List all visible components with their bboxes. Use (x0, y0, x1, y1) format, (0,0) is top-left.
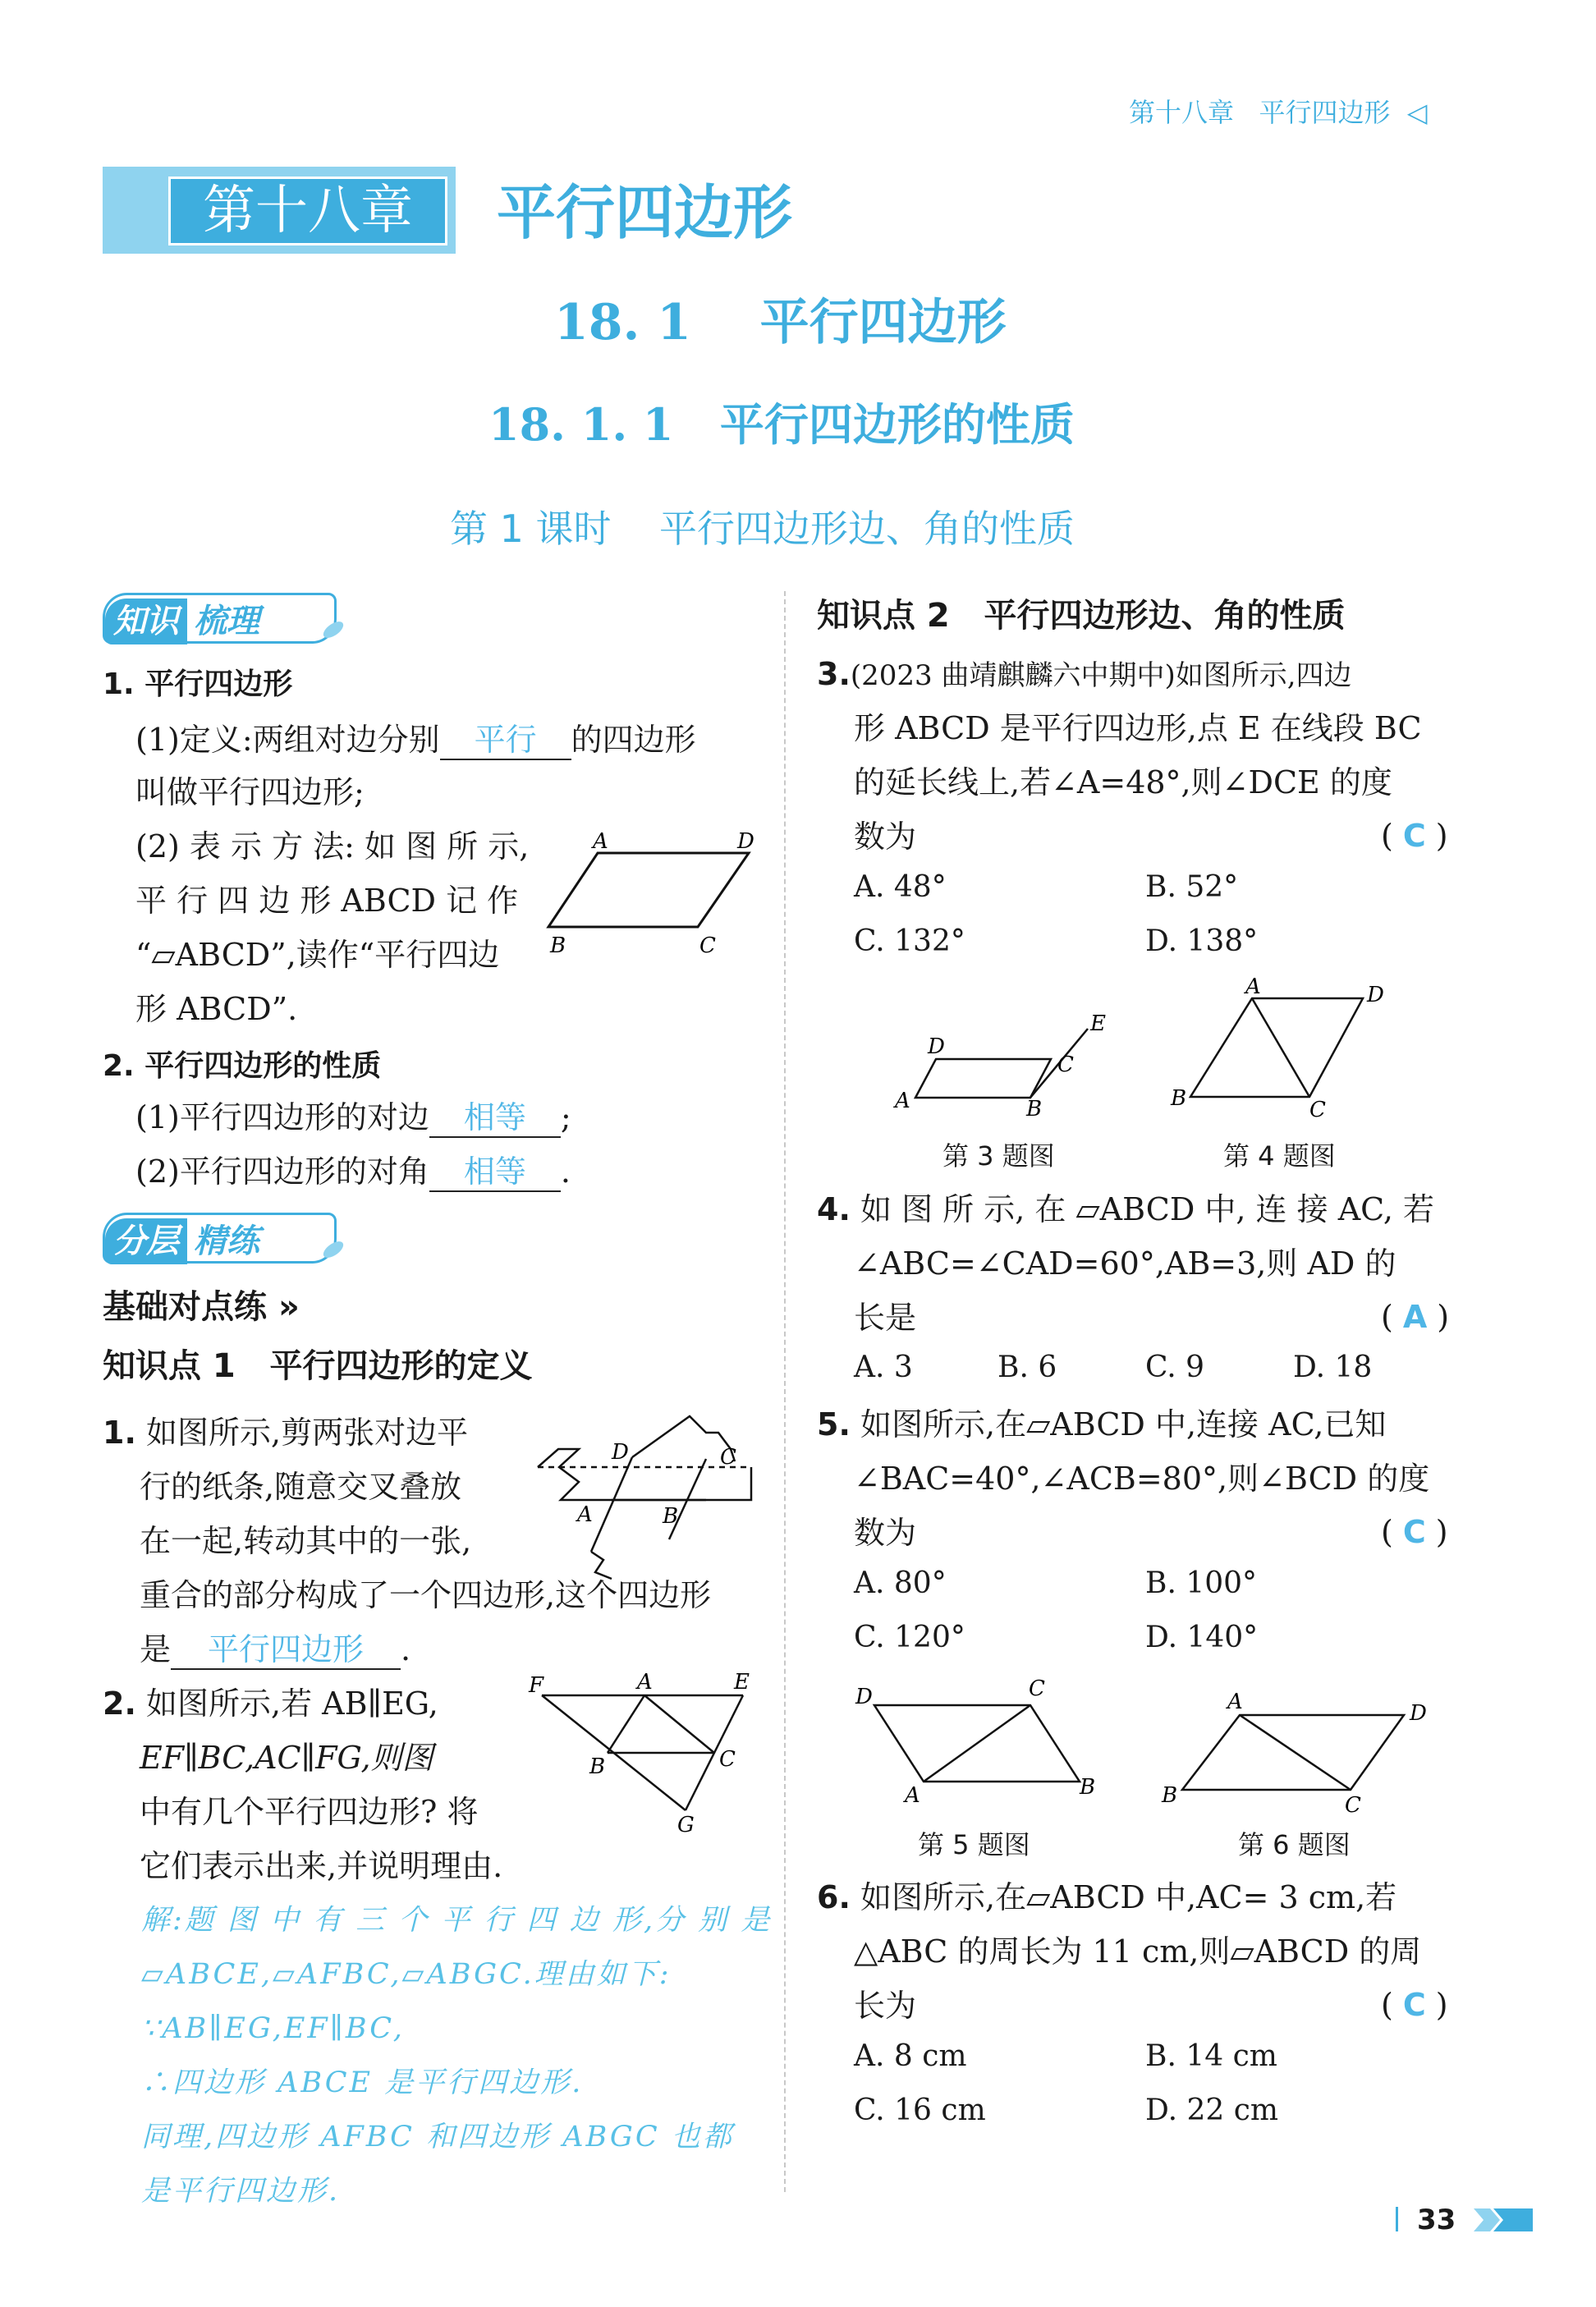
q6-label-a: A (1227, 1690, 1243, 1714)
q3-choice-c[interactable]: C. 132° (854, 924, 965, 958)
q6-parallelogram (1182, 1715, 1404, 1790)
figure-q3 (887, 1006, 1117, 1121)
crossing-strip-left (591, 1457, 632, 1552)
q6-label-d: D (1410, 1701, 1427, 1726)
k2-item1-text: (1)平行四边形的对边 (135, 1099, 429, 1135)
q1-line4: 重合的部分构成了一个四边形,这个四边形 (140, 1577, 712, 1613)
basic-practice-heading (103, 1281, 300, 1328)
q5-line1 (817, 1397, 1386, 1452)
q3-label-a: A (895, 1089, 910, 1113)
q3-parallelogram (915, 1059, 1051, 1098)
q3-answer: C (1402, 818, 1426, 854)
k1-title: 平行四边形 (144, 667, 293, 701)
kp1-title: 平行四边形的定义 (269, 1347, 533, 1385)
q5-label-d: D (855, 1685, 873, 1709)
lesson-heading (450, 499, 1075, 553)
q4-choice-c[interactable]: C. 9 (1145, 1351, 1205, 1384)
k2-num: 2. (103, 1049, 135, 1083)
k1-definition (135, 713, 696, 767)
q3-line2: 形 ABCD 是平行四边形,点 E 在线段 BC (854, 710, 1422, 746)
q2-line1 (103, 1676, 438, 1731)
k2-title: 平行四边形的性质 (144, 1049, 382, 1083)
q1-answer: 平行四边形 (171, 1630, 401, 1670)
q4-label-a: A (1245, 977, 1261, 999)
q1-end: . (401, 1631, 411, 1667)
q5-label-b: B (1080, 1775, 1096, 1800)
kp2-title: 平行四边形边、角的性质 (984, 597, 1346, 635)
strip-label-a: A (577, 1502, 593, 1527)
k2-item2-text: (2)平行四边形的对角 (135, 1154, 429, 1190)
q4-choice-d[interactable]: D. 18 (1293, 1351, 1373, 1384)
q4-text-1: 如 图 所 示, 在 ▱ABCD 中, 连 接 AC, 若 (860, 1191, 1435, 1227)
q6-line1 (817, 1870, 1396, 1924)
k1-def-answer: 平行 (440, 721, 571, 760)
k2-item2-answer: 相等 (429, 1153, 561, 1192)
q4-parallelogram (1190, 998, 1363, 1097)
q6-choice-d[interactable]: D. 22 cm (1145, 2094, 1279, 2127)
header-chapter: 第十八章 (1129, 97, 1235, 128)
subsection-heading (488, 390, 1075, 453)
q6-choice-a[interactable]: A. 8 cm (854, 2039, 967, 2073)
chapter-number: 第十八章 (203, 181, 413, 241)
section-title: 平行四边形 (759, 294, 1007, 351)
q2-label-a: A (637, 1671, 653, 1695)
header-triangle-icon: ◁ (1406, 97, 1428, 128)
q4-label-c: C (1309, 1098, 1326, 1121)
q2-label-b: B (589, 1754, 606, 1779)
kp1-heading (103, 1340, 533, 1387)
q5-label-a: A (905, 1783, 920, 1808)
q3-label-b: B (1026, 1097, 1043, 1121)
page-decoration-icon (1474, 2208, 1533, 2231)
q2-line3: 中有几个平行四边形? 将 (140, 1794, 479, 1830)
running-header (1129, 92, 1428, 130)
q5-choice-d[interactable]: D. 140° (1145, 1621, 1259, 1654)
q4-diagonal-ac (1252, 998, 1309, 1097)
q4-number: 4. (817, 1191, 851, 1227)
q5-number: 5. (817, 1406, 851, 1442)
caption-q6: 第 6 题图 (1238, 1829, 1351, 1860)
q1-line5 (140, 1622, 410, 1676)
strip-label-d: D (612, 1440, 629, 1465)
k1-def-text: (1)定义:两组对边分别 (135, 722, 440, 758)
q5-answer-bracket: ( C ) (1381, 1514, 1448, 1550)
k1-num: 1. (103, 667, 135, 701)
q6-answer-bracket: ( C ) (1381, 1987, 1448, 2023)
q1-line3: 在一起,转动其中的一张, (140, 1523, 472, 1559)
parallelogram-shape (548, 853, 749, 927)
q2-label-e: E (734, 1671, 750, 1695)
caption-q3: 第 3 题图 (942, 1140, 1055, 1172)
q3-line1 (817, 647, 1352, 703)
basic-practice-title: 基础对点练 (103, 1288, 267, 1326)
label-a: A (593, 829, 608, 854)
subsection-title: 平行四边形的性质 (719, 399, 1075, 451)
lesson-label: 第 1 课时 (450, 507, 612, 551)
q6-label-c: C (1345, 1793, 1361, 1818)
label-b: B (550, 933, 566, 958)
strip-label-b: B (663, 1504, 679, 1529)
q5-line2: ∠BAC=40°,∠ACB=80°,则∠BCD 的度 (854, 1461, 1430, 1497)
q4-choice-b[interactable]: B. 6 (998, 1351, 1057, 1384)
lesson-title: 平行四边形边、角的性质 (659, 507, 1075, 551)
label-c: C (699, 933, 716, 958)
q2-line4: 它们表示出来,并说明理由. (140, 1848, 503, 1884)
page-number: 33 (1417, 2204, 1456, 2236)
badge2-part-a: 分层 (105, 1218, 187, 1264)
footer-bar (1396, 2207, 1398, 2231)
section-heading (554, 283, 1007, 354)
solution-line3: ∵AB∥EG,EF∥BC, (141, 2012, 405, 2045)
k1-notation-l1: (2) 表 示 方 法: 如 图 所 示, (135, 828, 530, 865)
k1-def-text-b: 的四边形 (571, 722, 696, 758)
q3-label-d: D (928, 1034, 945, 1059)
caption-q5: 第 5 题图 (918, 1829, 1030, 1860)
q3-label-c: C (1057, 1053, 1074, 1077)
q3-answer-bracket: ( C ) (1381, 818, 1448, 854)
q3-text-1: (2023 曲靖麒麟六中期中)如图所示,四边 (850, 659, 1352, 692)
q4-line2: ∠ABC=∠CAD=60°,AB=3,则 AD 的 (854, 1245, 1396, 1282)
k1-heading (103, 661, 292, 703)
q3-line4: 数为 (854, 819, 917, 855)
q4-choice-a[interactable]: A. 3 (854, 1351, 913, 1384)
q6-label-b: B (1162, 1783, 1178, 1808)
k2-item1-answer: 相等 (429, 1098, 561, 1138)
q6-line2: △ABC 的周长为 11 cm,则▱ABCD 的周 (854, 1933, 1422, 1970)
q1-text-5: 是 (140, 1631, 172, 1667)
q1-number: 1. (103, 1415, 136, 1451)
q1-line1 (103, 1406, 468, 1460)
caption-q4: 第 4 题图 (1223, 1140, 1336, 1172)
q5-label-c: C (1029, 1676, 1045, 1701)
k2-item2-end: . (560, 1154, 571, 1190)
q2-number: 2. (103, 1686, 136, 1722)
q5-text-1: 如图所示,在▱ABCD 中,连接 AC,已知 (860, 1406, 1387, 1442)
q4-label-b: B (1171, 1086, 1187, 1111)
q4-line3: 长是 (854, 1300, 917, 1336)
figure-q6 (1153, 1687, 1437, 1819)
q3-number: 3. (817, 656, 851, 692)
badge-layered-practice (103, 1213, 337, 1264)
q2-line2: EF∥BC,AC∥FG,则图 (140, 1740, 433, 1776)
q4-answer: A (1402, 1299, 1428, 1335)
q2-text-1: 如图所示,若 AB∥EG, (145, 1686, 438, 1722)
badge-knowledge-review (103, 593, 337, 644)
q6-number: 6. (817, 1879, 851, 1915)
kp2-heading (817, 589, 1346, 636)
kp2-label: 知识点 2 (817, 597, 950, 635)
solution-line6: 是平行四边形. (141, 2175, 341, 2208)
k2-heading (103, 1043, 381, 1085)
q4-label-d: D (1367, 983, 1384, 1007)
column-divider (784, 591, 786, 2192)
q3-choice-b[interactable]: B. 52° (1145, 870, 1239, 904)
torn-edge (591, 1552, 612, 1579)
q5-choice-c[interactable]: C. 120° (854, 1621, 965, 1654)
horizontal-strip (538, 1449, 751, 1500)
k2-item1 (135, 1090, 571, 1144)
q5-line3: 数为 (854, 1515, 917, 1551)
q6-choice-b[interactable]: B. 14 cm (1145, 2039, 1277, 2073)
q5-diagonal-ac (924, 1705, 1030, 1782)
q3-choice-d[interactable]: D. 138° (1145, 924, 1259, 958)
q4-line1 (817, 1182, 1434, 1236)
q2-label-g: G (677, 1813, 695, 1835)
q3-choice-a[interactable]: A. 48° (854, 870, 947, 904)
figure-parallelogram-abcd (542, 825, 759, 961)
k1-notation-l2: 平 行 四 边 形 ABCD 记 作 (135, 883, 519, 919)
figure-paper-strips (530, 1400, 759, 1585)
line-ab (608, 1695, 644, 1753)
k1-def-line2: 叫做平行四边形; (135, 774, 365, 810)
q3-line3: 的延长线上,若∠A=48°,则∠DCE 的度 (854, 764, 1392, 800)
q6-line3: 长为 (854, 1988, 917, 2024)
subsection-number: 18. 1. 1 (488, 398, 674, 451)
solution-line2: ▱ABCE,▱AFBC,▱ABGC.理由如下: (141, 1958, 672, 1991)
figure-q2 (525, 1671, 764, 1835)
q6-diagonal-ac (1240, 1715, 1351, 1790)
line-ac (644, 1695, 714, 1753)
badge2-part-b: 精练 (194, 1222, 259, 1260)
q6-answer: C (1402, 1987, 1426, 2023)
k2-item2 (135, 1144, 571, 1199)
q1-text-1: 如图所示,剪两张对边平 (145, 1415, 469, 1451)
k1-notation-l3: “▱ABCD”,读作“平行四边 (135, 937, 500, 973)
chapter-title: 平行四边形 (497, 178, 793, 247)
header-title: 平行四边形 (1259, 97, 1391, 128)
q5-choice-a[interactable]: A. 80° (854, 1566, 947, 1600)
kp1-label: 知识点 1 (103, 1347, 236, 1385)
q6-choice-c[interactable]: C. 16 cm (854, 2094, 986, 2127)
q2-label-f: F (529, 1673, 544, 1698)
solution-line5: 同理,四边形 AFBC 和四边形 ABGC 也都 (141, 2121, 734, 2153)
figure-q4 (1166, 977, 1404, 1121)
q6-text-1: 如图所示,在▱ABCD 中,AC= 3 cm,若 (860, 1879, 1397, 1915)
label-d: D (737, 829, 754, 854)
q1-line2: 行的纸条,随意交叉叠放 (140, 1469, 462, 1505)
solution-line1: 解:题 图 中 有 三 个 平 行 四 边 形,分 别 是 (141, 1904, 773, 1937)
q3-label-e: E (1090, 1011, 1106, 1036)
section-number: 18. 1 (554, 294, 692, 351)
strip-label-c: C (720, 1445, 736, 1470)
figure-q5 (846, 1671, 1117, 1819)
k2-item1-end: ; (560, 1099, 571, 1135)
q5-choice-b[interactable]: B. 100° (1145, 1566, 1258, 1600)
double-chevron-icon: » (277, 1288, 300, 1326)
q4-answer-bracket: ( A ) (1381, 1299, 1450, 1335)
k1-notation-l4: 形 ABCD”. (135, 991, 298, 1027)
badge1-part-b: 梳理 (194, 603, 259, 640)
q5-answer: C (1402, 1514, 1426, 1550)
q2-label-c: C (719, 1747, 736, 1772)
badge1-part-a: 知识 (105, 599, 187, 644)
solution-line4: ∴四边形 ABCE 是平行四边形. (141, 2066, 584, 2099)
